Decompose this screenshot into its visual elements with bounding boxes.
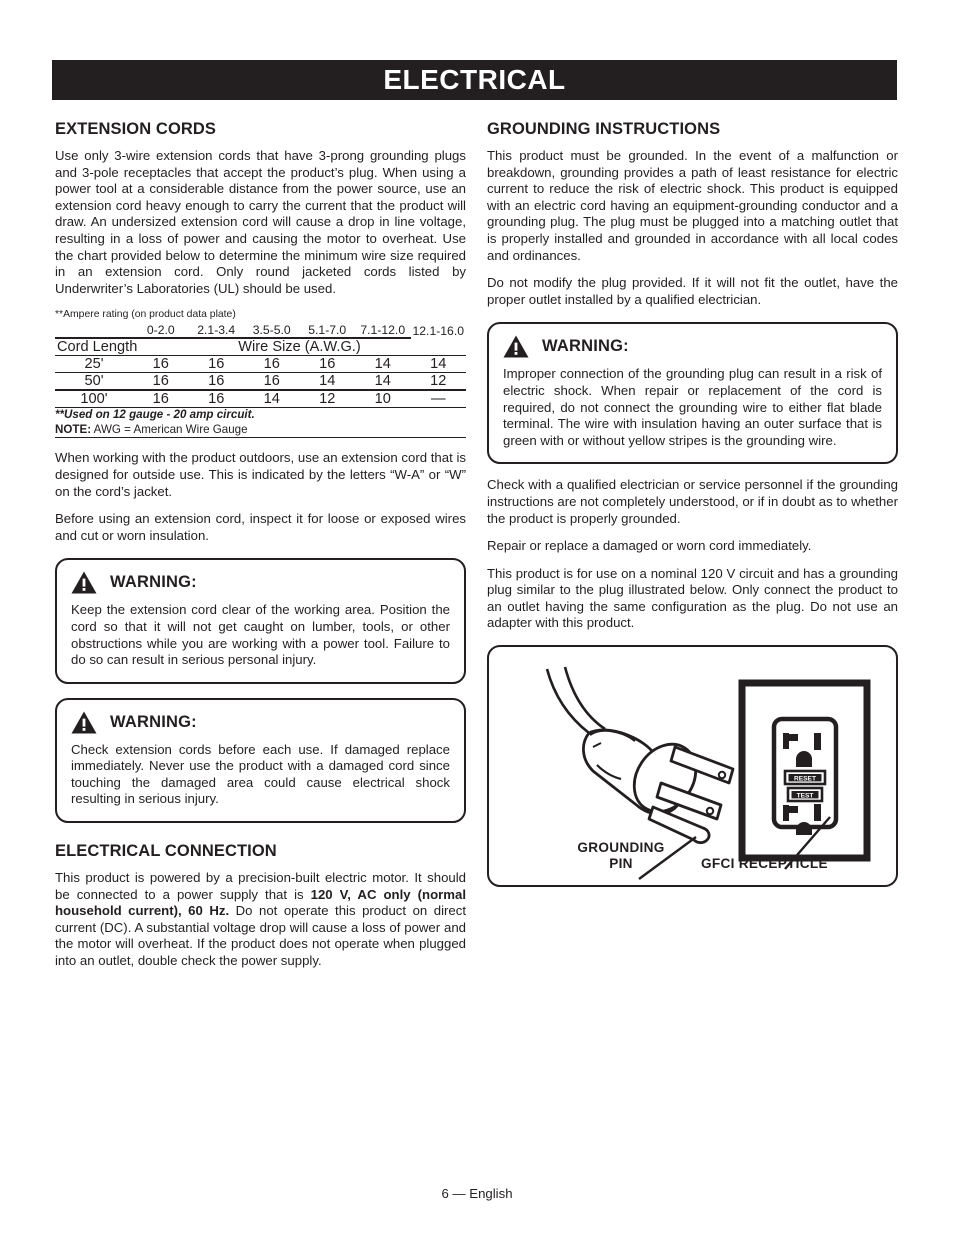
cell-awg-value: 16 (133, 390, 189, 408)
cell-awg-value: 16 (133, 373, 189, 391)
table-caption-ampere-rating: **Ampere rating (on product data plate) (55, 309, 236, 321)
illustration-svg (489, 647, 896, 885)
gfci-reset-label: RESET (794, 775, 816, 783)
paragraph-repair-replace-cord: Repair or replace a damaged or worn cord immediately. (487, 538, 812, 554)
ampere-header-4: 7.1-12.0 (360, 323, 406, 338)
grounding-pin-label: GROUNDING PIN (577, 840, 665, 872)
table-row-column-headers (55, 338, 466, 356)
table-bottom-rule-row (55, 438, 466, 439)
ampere-header-1: 2.1-3.4 (197, 323, 236, 338)
warning-triangle-icon (71, 571, 97, 594)
ampere-header-0: 0-2.0 (146, 323, 175, 338)
power-cord-icon (547, 667, 605, 733)
warning-label: WARNING: (110, 573, 197, 592)
gfci-receptacle-icon (742, 683, 867, 858)
ampere-header-5: 12.1-16.0 (412, 323, 464, 338)
cell-awg-value: 14 (355, 356, 411, 373)
gfci-test-label: TEST (796, 792, 814, 800)
cell-cord-length: 50' (55, 373, 133, 391)
gfci-reset-button (785, 771, 825, 784)
section-heading-extension-cords: EXTENSION CORDS (55, 120, 217, 138)
warning-text: Keep the extension cord clear of the working area. Position the cord so that it will not get caught on lumber, tools, or other obstructions while you are working with a power tool. Failure to do so can result in serious personal injury. (71, 602, 450, 668)
footer-page-number: 6 — English (441, 1186, 513, 1201)
gfci-test-button (788, 788, 822, 801)
warning-header (71, 711, 450, 734)
table-footnote-cell (55, 408, 466, 438)
page-title: ELECTRICAL (383, 64, 566, 95)
warning-box-extension-cord-clearance (55, 558, 466, 683)
note-label: NOTE: (55, 422, 92, 436)
table-row-ampere-headers (55, 323, 466, 338)
paragraph-do-not-modify-plug: Do not modify the plug provided. If it will not fit the outlet, have the proper outlet installed by a qualified electrician. (487, 275, 898, 307)
table-row (55, 373, 466, 391)
warning-header (71, 571, 450, 594)
warning-box-check-cords (55, 698, 466, 823)
gfci-receptacle-label: GFCI RECEPTICLE (701, 856, 828, 872)
warning-triangle-icon (503, 335, 529, 358)
cell-awg-value: 16 (244, 356, 300, 373)
warning-text: Check extension cords before each use. If damaged replace immediately. Never use the product with a damaged cord since touching the damaged area could cause electrical shock resulting in serious injury. (71, 741, 450, 807)
electrical-connection-text-part-2: Do not operate this product on direct current (DC). A substantial voltage drop will cause a loss of power and the motor will overheat. If the product does not operate when plugged into an outlet, double check the power supply. (55, 903, 466, 969)
paragraph-outdoor-use: When working with the product outdoors, use an extension cord that is designed for outside use. This is indicated by the letters “W-A” or “W” on the cord’s jacket. (55, 450, 466, 499)
column-header-wire-size: Wire Size (A.W.G.) (189, 338, 411, 356)
table-row (55, 390, 466, 408)
ampere-header-3: 5.1-7.0 (308, 323, 347, 338)
page-footer (0, 1186, 954, 1201)
warning-label: WARNING: (542, 337, 629, 356)
page-header-band (52, 60, 897, 100)
cell-awg-value: 10 (355, 390, 411, 408)
ampere-header-spacer (55, 323, 133, 338)
table-note-awg (55, 423, 466, 438)
table-row (55, 356, 466, 373)
section-heading-electrical-connection: ELECTRICAL CONNECTION (55, 842, 277, 861)
table-footnote-gauge: **Used on 12 gauge - 20 amp circuit. (55, 408, 255, 422)
warning-text: Improper connection of the grounding plug can result in a risk of electric shock. When repair or replacement of the cord is required, do not connect the grounding wire to either flat blade terminal. The wire with insulation having an outer surface that is green with or without yellow stripes is the grounding wire. (503, 366, 882, 448)
cell-awg-value: 16 (189, 373, 245, 391)
column-header-cord-length: Cord Length (55, 338, 189, 356)
cell-awg-value: 14 (411, 356, 467, 373)
paragraph-check-with-electrician: Check with a qualified electrician or service personnel if the grounding instructions are not completely understood, or if in doubt as to whether the product is properly grounded. (487, 477, 898, 526)
cell-awg-value: 12 (300, 390, 356, 408)
ampere-header-2: 3.5-5.0 (252, 323, 291, 338)
cell-awg-value: 16 (189, 390, 245, 408)
paragraph-nominal-120v: This product is for use on a nominal 120 V circuit and has a grounding plug similar to the plug illustrated below. Only connect the product to an outlet having the same configuration as the plug. Do not use an adapter with this product. (487, 565, 898, 631)
cell-awg-value: 14 (355, 373, 411, 391)
electrical-connection-text-part-1: This product is powered by a precision-built electric motor. It should be connected to a power supply that is (55, 870, 466, 902)
plug-and-receptacle-illustration (487, 645, 898, 887)
cell-awg-value: 14 (244, 390, 300, 408)
left-column (55, 120, 466, 970)
cell-awg-value: 14 (300, 373, 356, 391)
right-column (487, 120, 898, 887)
paragraph-grounding-requirement: This product must be grounded. In the event of a malfunction or breakdown, grounding provides a path of least resistance for electric current to reduce the risk of electric shock. This product is equipped with an electric cord having an equipment-grounding conductor and a grounding plug. The plug must be plugged into a matching outlet that is properly installed and grounded in accordance with all local codes and ordinances. (487, 148, 898, 263)
cell-awg-value: 16 (133, 356, 189, 373)
cell-cord-length: 100' (55, 390, 133, 408)
wire-size-table-wrapper (55, 308, 466, 438)
cell-awg-value: 12 (411, 373, 467, 391)
warning-triangle-icon (71, 711, 97, 734)
note-text: AWG = American Wire Gauge (91, 422, 248, 436)
warning-header (503, 335, 882, 358)
warning-box-improper-connection (487, 322, 898, 464)
table-row-footnotes (55, 408, 466, 438)
cell-cord-length: 25' (55, 356, 133, 373)
electrical-connection-voltage-spec: 120 V, AC only (normal household current), 60 Hz. (55, 886, 466, 919)
cell-awg-value: — (411, 390, 467, 408)
paragraph-extension-cords-intro: Use only 3-wire extension cords that have 3-prong grounding plugs and 3-pole receptacles that accept the product’s plug. When using a power tool at a considerable distance from the power source, use an extension cord heavy enough to carry the current that the product will draw. An undersized extension cord will cause a drop in line voltage, resulting in a loss of power and causing the motor to overheat. Use the chart provided below to determine the minimum wire size required in an extension cord. Only round jacketed cords listed by Underwriter’s Laboratories (UL) should be used. (55, 148, 466, 296)
section-heading-grounding-instructions: GROUNDING INSTRUCTIONS (487, 120, 721, 138)
paragraph-inspect-cord: Before using an extension cord, inspect it for loose or exposed wires and cut or worn insulation. (55, 511, 466, 543)
cell-awg-value: 16 (189, 356, 245, 373)
paragraph-electrical-connection (55, 870, 466, 970)
wire-size-table (55, 323, 466, 438)
cell-awg-value: 16 (244, 373, 300, 391)
cell-awg-value: 16 (300, 356, 356, 373)
warning-label: WARNING: (110, 712, 197, 731)
three-prong-plug-icon (583, 730, 733, 843)
table-bottom-rule (55, 438, 466, 439)
